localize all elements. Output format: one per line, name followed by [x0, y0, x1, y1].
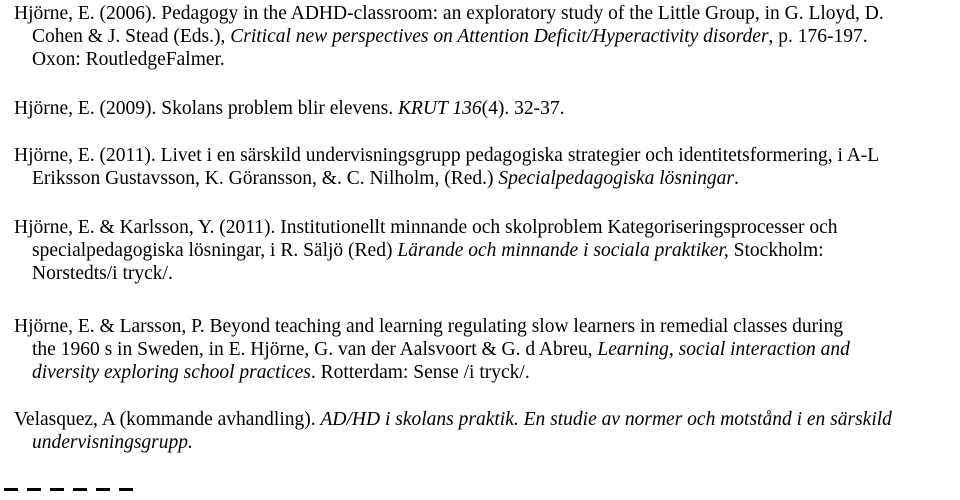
- reference-text-segment: Eriksson Gustavsson, K. Göransson, &. C. Nilholm, (Red.): [32, 168, 499, 189]
- reference-line: [14, 262, 950, 285]
- reference-italic-segment: Lärande och minnande i sociala praktiker,: [397, 240, 729, 261]
- reference-line: [14, 2, 950, 25]
- dash-mark: [50, 488, 64, 491]
- reference-italic-segment: undervisningsgrupp.: [32, 432, 193, 453]
- reference-hjorne-karlsson-2011: [14, 216, 950, 285]
- reference-text-segment: , p. 176-197.: [768, 26, 868, 47]
- reference-text-segment: Hjörne, E. (2011). Livet i en särskild undervisningsgrupp pedagogiska strategier och identitetsformering, i A-L: [14, 145, 880, 166]
- reference-line: [14, 97, 950, 120]
- dash-mark: [73, 488, 87, 491]
- reference-line: [14, 315, 950, 338]
- reference-line: [14, 361, 950, 384]
- reference-line: [14, 431, 950, 454]
- reference-line: [14, 408, 950, 431]
- reference-text-segment: (4). 32-37.: [481, 98, 565, 119]
- page-break-dashes: [4, 488, 133, 491]
- reference-hjorne-larsson: [14, 315, 950, 384]
- reference-text-segment: Norstedts/i tryck/.: [32, 263, 173, 284]
- reference-text-segment: Oxon: RoutledgeFalmer.: [32, 49, 225, 70]
- reference-text-segment: Cohen & J. Stead (Eds.),: [32, 26, 231, 47]
- reference-italic-segment: KRUT 136: [397, 98, 482, 119]
- dash-mark: [27, 488, 41, 491]
- reference-line: [14, 48, 950, 71]
- reference-text-segment: the 1960 s in Sweden, in E. Hjörne, G. van der Aalsvoort & G. d Abreu,: [32, 339, 598, 360]
- reference-line: [14, 25, 950, 48]
- reference-italic-segment: Specialpedagogiska lösningar: [498, 168, 734, 189]
- dash-mark: [119, 488, 133, 491]
- reference-line: [14, 216, 950, 239]
- reference-text-segment: . Rotterdam: Sense /i tryck/.: [310, 362, 530, 383]
- reference-hjorne-2006: [14, 2, 950, 71]
- reference-hjorne-2009: [14, 97, 950, 120]
- reference-italic-segment: Learning, social interaction and: [597, 339, 850, 360]
- reference-italic-segment: Critical new perspectives on Attention Deficit/Hyperactivity disorder: [230, 26, 769, 47]
- reference-italic-segment: AD/HD i skolans praktik. En studie av normer och motstånd i en särskild: [320, 409, 892, 430]
- dash-mark: [4, 488, 18, 491]
- reference-line: [14, 338, 950, 361]
- reference-velasquez: [14, 408, 950, 454]
- reference-text-segment: specialpedagogiska lösningar, i R. Säljö (Red): [32, 240, 398, 261]
- reference-text-segment: Velasquez, A (kommande avhandling).: [14, 409, 321, 430]
- reference-text-segment: Hjörne, E. & Larsson, P. Beyond teaching and learning regulating slow learners in remedial classes during: [14, 316, 844, 337]
- reference-text-segment: Hjörne, E. (2009). Skolans problem blir elevens.: [14, 98, 398, 119]
- reference-line: [14, 144, 950, 167]
- reference-italic-segment: diversity exploring school practices: [32, 362, 311, 383]
- reference-line: [14, 239, 950, 262]
- dash-mark: [96, 488, 110, 491]
- reference-text-segment: Hjörne, E. & Karlsson, Y. (2011). Institutionellt minnande och skolproblem Kategoriseringsprocesser och: [14, 217, 838, 238]
- reference-hjorne-2011: [14, 144, 950, 190]
- reference-text-segment: Stockholm:: [728, 240, 824, 261]
- reference-text-segment: .: [733, 168, 739, 189]
- reference-text-segment: Hjörne, E. (2006). Pedagogy in the ADHD-classroom: an exploratory study of the Little Group, in G. Lloyd, D.: [14, 3, 884, 24]
- reference-line: [14, 167, 950, 190]
